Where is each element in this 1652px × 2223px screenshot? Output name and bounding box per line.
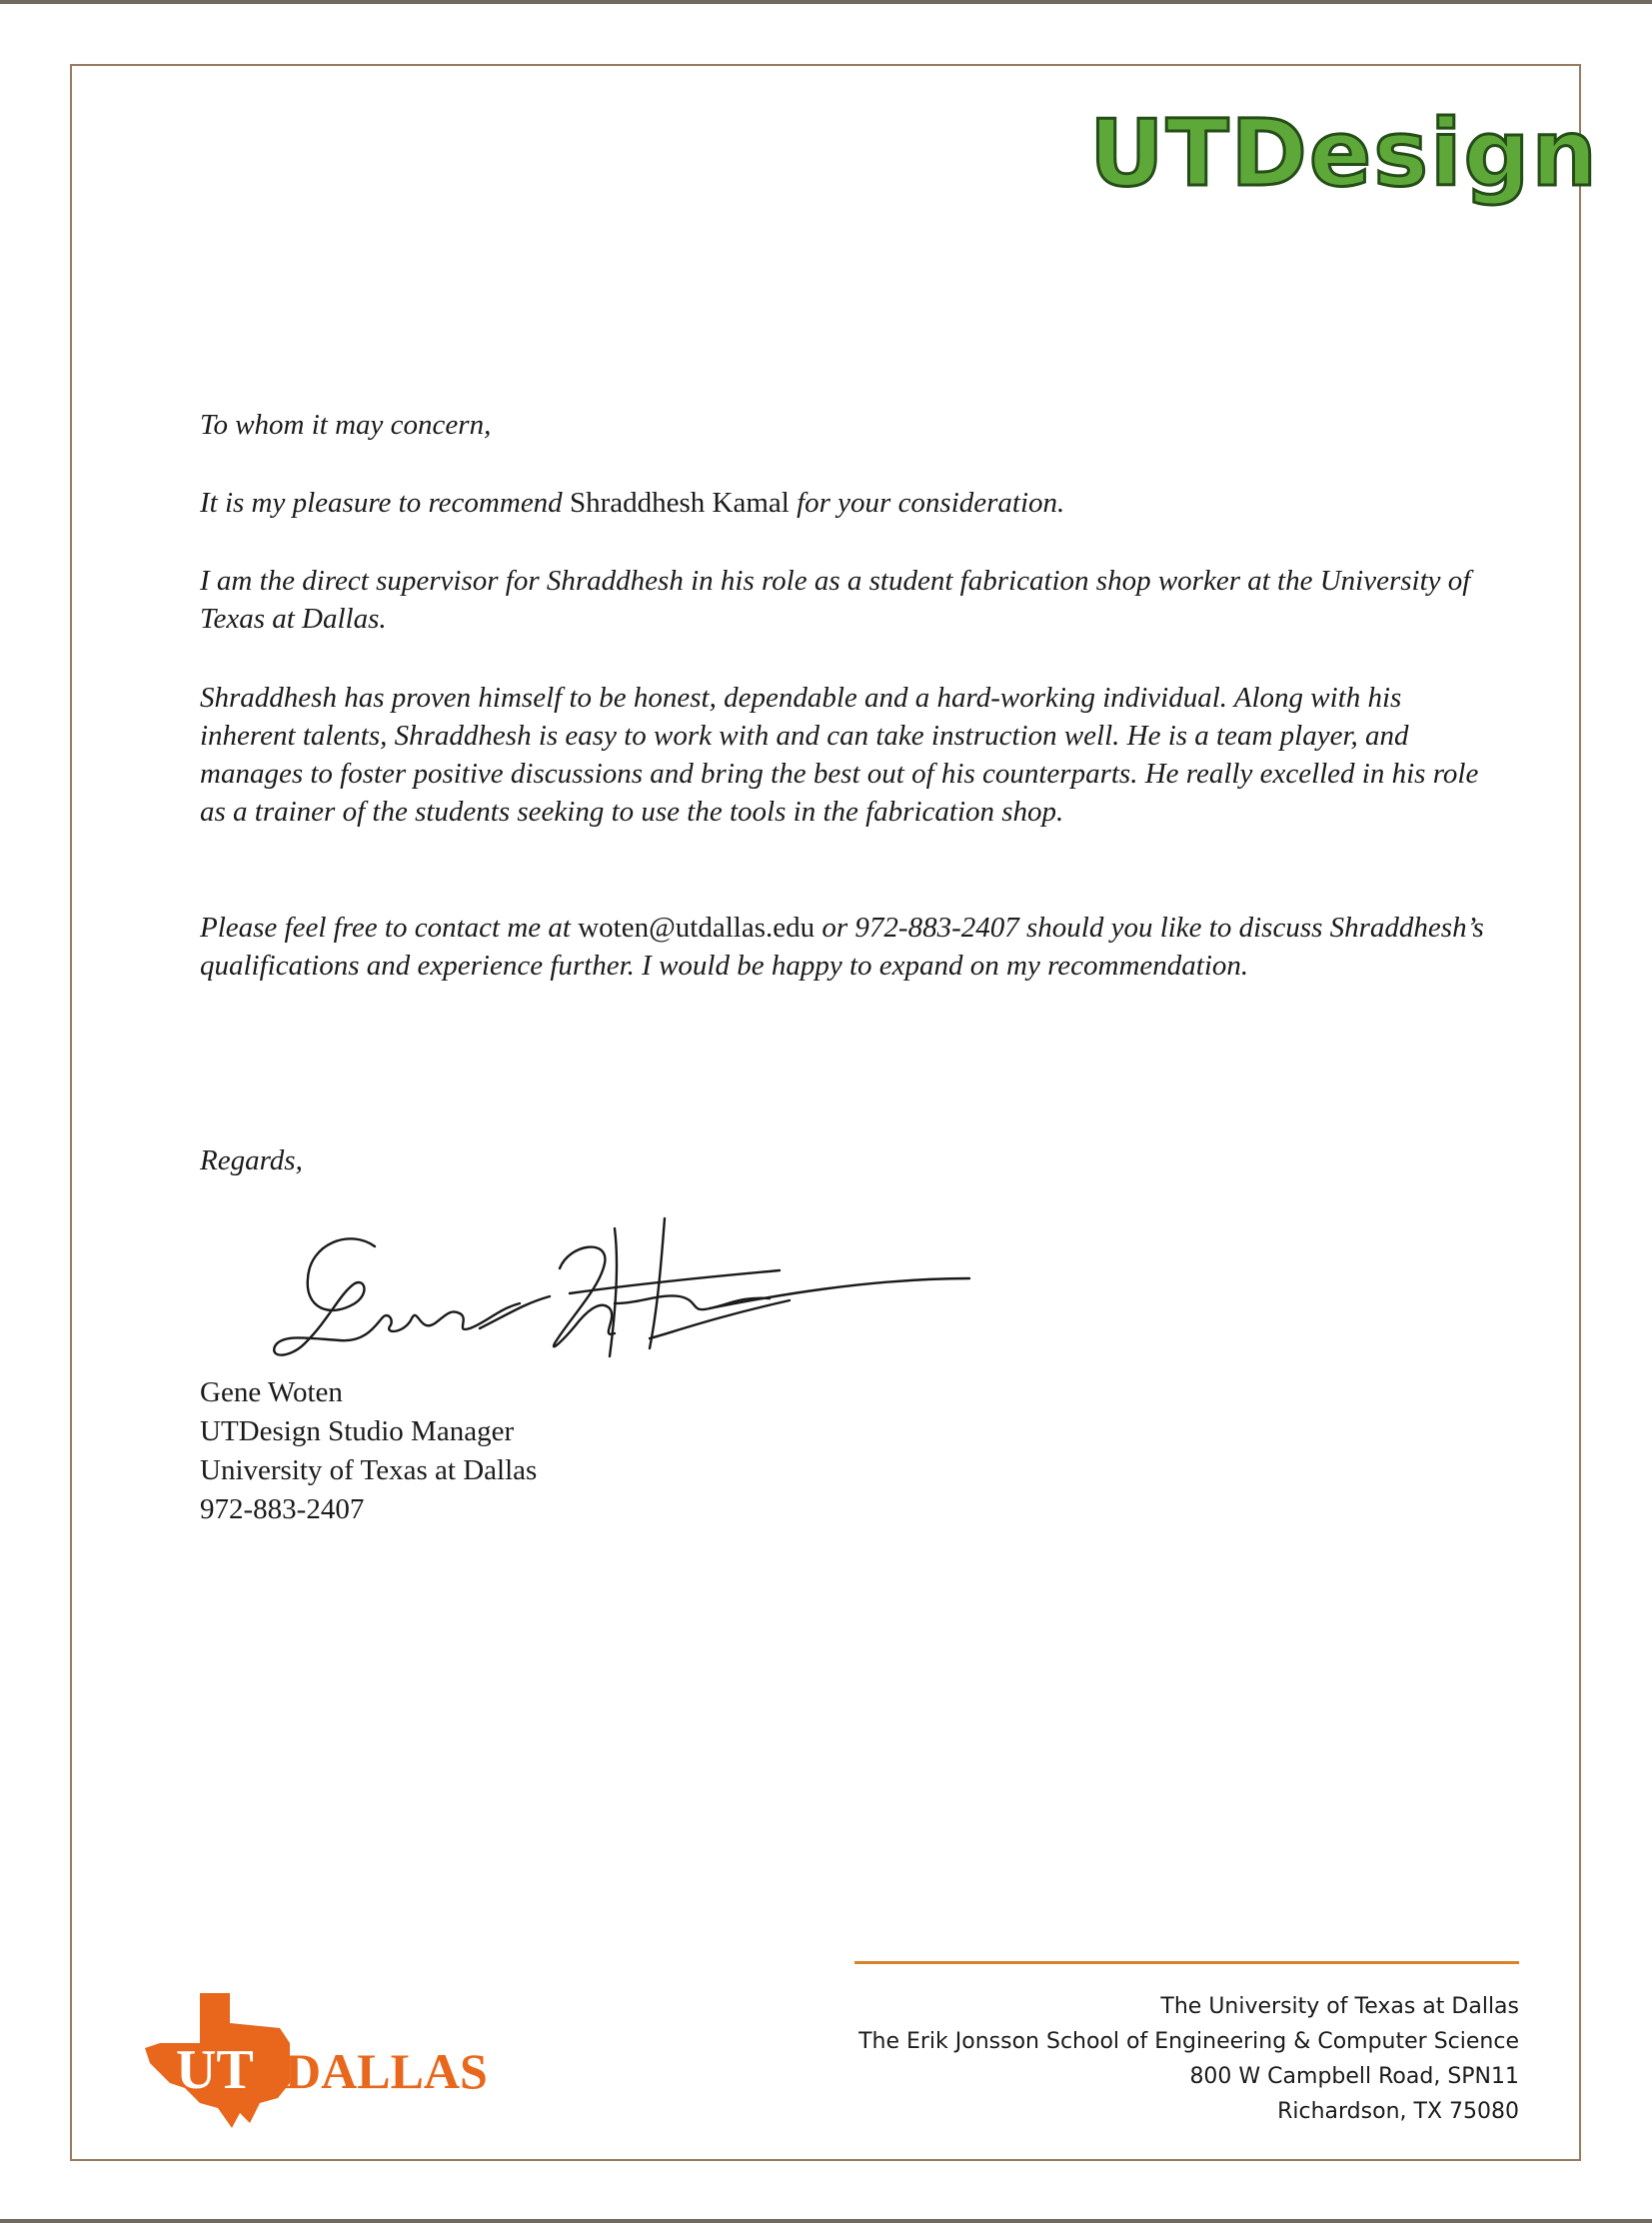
footer-divider <box>854 1961 1519 1964</box>
p1-lead: It is my pleasure to recommend <box>200 487 563 519</box>
closing <box>200 1141 1499 1179</box>
footer-address-line: Richardson, TX 75080 <box>1277 2099 1519 2124</box>
p2-text: I am the direct supervisor for Shraddhesh in his role as a student fabrication shop worker at the University of Texas at Dallas. <box>200 565 1471 635</box>
signer-title: UTDesign Studio Manager <box>200 1415 515 1447</box>
p1-tail: for your consideration. <box>797 487 1065 519</box>
closing-text: Regards, <box>200 1144 303 1176</box>
paragraph-qualities <box>200 679 1499 831</box>
paragraph-role <box>200 562 1499 638</box>
contact-email[interactable]: woten@utdallas.edu <box>578 912 816 944</box>
handwritten-signature <box>270 1208 989 1373</box>
signature-block <box>200 1373 537 1529</box>
utdesign-logo: UTDesign <box>1089 100 1599 207</box>
signer-organization: University of Texas at Dallas <box>200 1454 538 1486</box>
paragraph-recommendation <box>200 484 1499 522</box>
svg-text:UT: UT <box>176 2039 254 2101</box>
signer-name: Gene Woten <box>200 1376 343 1408</box>
salutation <box>200 406 1499 444</box>
svg-text:DALLAS: DALLAS <box>285 2043 488 2099</box>
footer-address-line: The Erik Jonsson School of Engineering & Computer Science <box>858 2029 1519 2054</box>
p4-lead: Please feel free to contact me at <box>200 912 571 944</box>
signer-phone: 972-883-2407 <box>200 1493 365 1525</box>
letter-page <box>0 4 1652 2219</box>
footer-address-line: 800 W Campbell Road, SPN11 <box>1189 2064 1519 2089</box>
paragraph-contact <box>200 909 1499 985</box>
candidate-name: Shraddhesh Kamal <box>569 487 790 519</box>
ut-dallas-logo <box>140 1988 510 2133</box>
salutation-text: To whom it may concern, <box>200 409 492 441</box>
footer-address <box>858 1989 1519 2129</box>
footer-address-line: The University of Texas at Dallas <box>1160 1994 1519 2019</box>
p3-text: Shraddhesh has proven himself to be honest, dependable and a hard-working individual. Along with his inherent talents, Shraddhesh is easy to work with and can take instruction well. He is a team player, and manages to foster positive discussions and bring the best out of his counterparts. He really excelled in his role as a trainer of the students seeking to use the tools in the fabrication shop. <box>200 682 1479 828</box>
p4-tail: or 972-883-2407 should you like to discuss Shraddhesh’s qualifications and experience further. I would be happy to expand on my recommendation. <box>200 912 1484 982</box>
page-border <box>70 64 1599 2161</box>
